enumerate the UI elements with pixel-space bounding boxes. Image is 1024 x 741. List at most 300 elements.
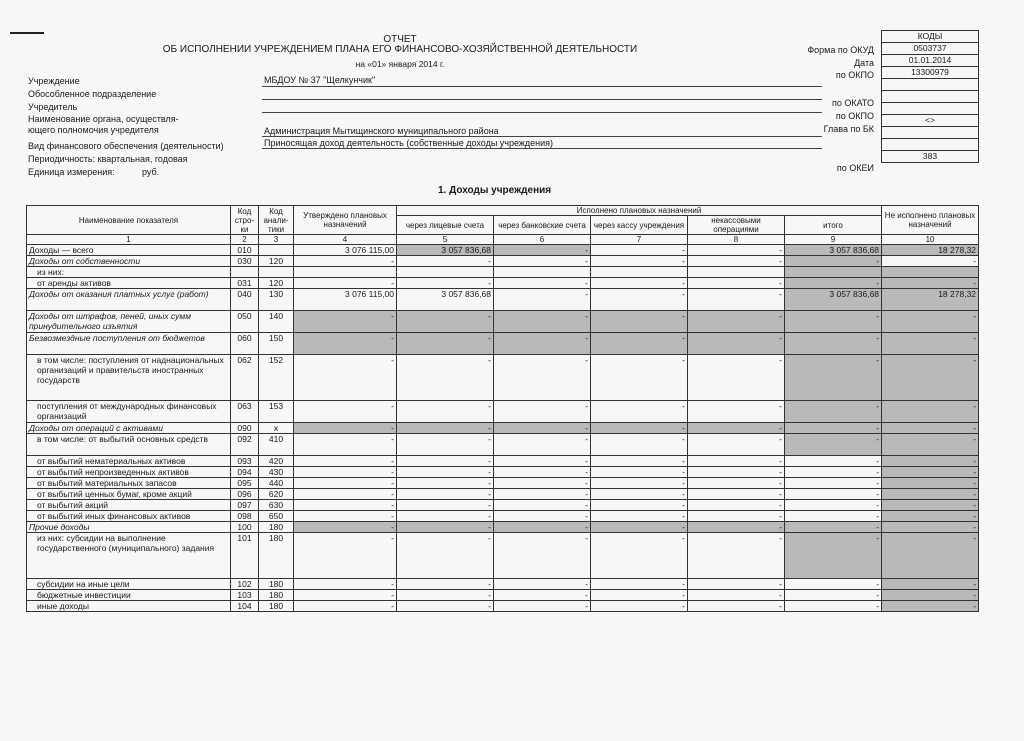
header-not-executed: Не исполнено плановых назначений: [882, 206, 979, 235]
cell-value: [397, 267, 494, 278]
income-table: [26, 205, 979, 612]
cell-value: -: [494, 333, 591, 355]
cell-value: -: [591, 511, 688, 522]
cell-value: -: [591, 256, 688, 267]
unit-label: Единица измерения:: [28, 167, 115, 177]
row-analytics: 180: [259, 522, 294, 533]
row-analytics: 120: [259, 256, 294, 267]
row-analytics: 120: [259, 278, 294, 289]
cell-value: -: [591, 423, 688, 434]
cell-value: -: [785, 489, 882, 500]
row-code: [231, 267, 259, 278]
row-name: в том числе: от выбытий основных средств: [27, 434, 231, 456]
cell-value: -: [397, 256, 494, 267]
row-analytics: 180: [259, 579, 294, 590]
table-row: [27, 511, 979, 522]
row-name: от выбытий нематериальных активов: [27, 456, 231, 467]
cell-value: -: [494, 401, 591, 423]
cell-value: -: [882, 601, 979, 612]
cell-value: -: [785, 579, 882, 590]
unit-value: руб.: [142, 167, 160, 177]
cell-value: -: [785, 478, 882, 489]
cell-value: -: [882, 423, 979, 434]
cell-value: -: [494, 434, 591, 456]
cell-value: [785, 267, 882, 278]
cell-value: -: [294, 478, 397, 489]
cell-value: -: [785, 590, 882, 601]
cell-value: -: [494, 522, 591, 533]
row-analytics: 630: [259, 500, 294, 511]
cell-value: [882, 267, 979, 278]
cell-value: -: [688, 245, 785, 256]
cell-value: -: [688, 533, 785, 579]
row-code: 010: [231, 245, 259, 256]
column-number: 8: [688, 235, 785, 245]
cell-value: 3 057 836,68: [785, 245, 882, 256]
row-code: 096: [231, 489, 259, 500]
okpo2-value: [882, 103, 979, 115]
cell-value: -: [882, 500, 979, 511]
report-title: ОТЧЕТ: [383, 34, 417, 45]
row-code: 063: [231, 401, 259, 423]
cell-value: -: [591, 467, 688, 478]
cell-value: -: [494, 256, 591, 267]
cell-value: -: [591, 456, 688, 467]
codes-table: [881, 30, 979, 163]
row-name: от выбытий непроизведенных активов: [27, 467, 231, 478]
underline: [262, 86, 822, 87]
cell-value: -: [397, 533, 494, 579]
cell-value: -: [688, 467, 785, 478]
table-row: [27, 601, 979, 612]
row-name: от аренды активов: [27, 278, 231, 289]
okud-value: 0503737: [882, 43, 979, 55]
okei-label: по ОКЕИ: [836, 163, 874, 173]
cell-value: -: [294, 579, 397, 590]
row-name: Доходы — всего: [27, 245, 231, 256]
cell-value: 3 057 836,68: [397, 245, 494, 256]
cell-value: -: [494, 467, 591, 478]
cell-value: -: [397, 467, 494, 478]
row-code: 104: [231, 601, 259, 612]
cell-value: 18 278,32: [882, 289, 979, 311]
column-number: 1: [27, 235, 231, 245]
cell-value: -: [688, 601, 785, 612]
cell-value: -: [785, 355, 882, 401]
row-analytics: 410: [259, 434, 294, 456]
row-name: Безвозмездные поступления от бюджетов: [27, 333, 231, 355]
row-analytics: 180: [259, 590, 294, 601]
cell-value: -: [591, 289, 688, 311]
row-analytics: 140: [259, 311, 294, 333]
cell-value: -: [294, 333, 397, 355]
cell-value: -: [294, 423, 397, 434]
cell-value: -: [494, 311, 591, 333]
column-number: 9: [785, 235, 882, 245]
cell-value: -: [294, 456, 397, 467]
row-analytics: 440: [259, 478, 294, 489]
cell-value: -: [882, 456, 979, 467]
cell-value: -: [397, 456, 494, 467]
cell-value: -: [785, 456, 882, 467]
cell-value: -: [494, 511, 591, 522]
header-executed: Исполнено плановых назначений: [397, 206, 882, 216]
row-code: 098: [231, 511, 259, 522]
authority-label-1: Наименование органа, осуществля-: [28, 114, 179, 124]
cell-value: -: [688, 511, 785, 522]
table-row: [27, 355, 979, 401]
cell-value: -: [494, 500, 591, 511]
row-name: из них: субсидии на выполнение государственного (муниципального) задания: [27, 533, 231, 579]
cell-value: -: [494, 423, 591, 434]
cell-value: -: [882, 355, 979, 401]
row-analytics: [259, 267, 294, 278]
cell-value: -: [688, 478, 785, 489]
cell-value: -: [882, 533, 979, 579]
cell-value: -: [785, 522, 882, 533]
table-row: [27, 456, 979, 467]
row-code: 040: [231, 289, 259, 311]
row-analytics: 150: [259, 333, 294, 355]
cell-value: -: [591, 533, 688, 579]
cell-value: -: [591, 489, 688, 500]
okato-label: по ОКАТО: [831, 98, 874, 108]
column-number: 4: [294, 235, 397, 245]
cell-value: -: [591, 601, 688, 612]
cell-value: -: [688, 522, 785, 533]
founder-label: Учредитель: [28, 102, 78, 112]
cell-value: -: [397, 579, 494, 590]
cell-value: -: [882, 256, 979, 267]
cell-value: -: [591, 434, 688, 456]
row-code: 031: [231, 278, 259, 289]
cell-value: -: [882, 467, 979, 478]
cell-value: -: [591, 500, 688, 511]
cell-value: -: [785, 511, 882, 522]
cell-value: -: [882, 401, 979, 423]
cell-value: -: [785, 333, 882, 355]
cell-value: -: [882, 333, 979, 355]
row-code: 103: [231, 590, 259, 601]
institution-value: МБДОУ № 37 "Щелкунчик": [264, 75, 376, 85]
codes-empty: [882, 139, 979, 151]
underline: [262, 112, 822, 113]
cell-value: -: [294, 601, 397, 612]
table-row: [27, 267, 979, 278]
cell-value: -: [785, 434, 882, 456]
cell-value: -: [397, 478, 494, 489]
cell-value: 18 278,32: [882, 245, 979, 256]
cell-value: -: [882, 522, 979, 533]
okpo2-label: по ОКПО: [835, 111, 874, 121]
period-label: Периодичность: квартальная, годовая: [28, 154, 188, 164]
row-analytics: [259, 245, 294, 256]
cell-value: -: [591, 333, 688, 355]
cell-value: -: [294, 401, 397, 423]
table-row: [27, 401, 979, 423]
cell-value: -: [785, 467, 882, 478]
cell-value: -: [294, 278, 397, 289]
cell-value: [294, 267, 397, 278]
cell-value: -: [591, 245, 688, 256]
cell-value: -: [494, 579, 591, 590]
row-code: 097: [231, 500, 259, 511]
okato-value: [882, 91, 979, 103]
cell-value: -: [397, 333, 494, 355]
finance-label: Вид финансового обеспечения (деятельности): [28, 141, 224, 151]
okpo-label: по ОКПО: [835, 70, 874, 80]
row-name: от выбытий иных финансовых активов: [27, 511, 231, 522]
cell-value: -: [688, 579, 785, 590]
cell-value: -: [494, 478, 591, 489]
cell-value: -: [294, 256, 397, 267]
cell-value: -: [785, 423, 882, 434]
table-row: [27, 590, 979, 601]
cell-value: -: [688, 423, 785, 434]
cell-value: -: [294, 590, 397, 601]
row-name: Доходы от оказания платных услуг (работ): [27, 289, 231, 311]
column-number: 10: [882, 235, 979, 245]
table-row: [27, 256, 979, 267]
cell-value: 3 057 836,68: [785, 289, 882, 311]
row-code: 095: [231, 478, 259, 489]
header-bank: через банковские счета: [494, 216, 591, 235]
cell-value: -: [688, 489, 785, 500]
cell-value: -: [882, 278, 979, 289]
cell-value: -: [882, 511, 979, 522]
header-name: Наименование показателя: [27, 206, 231, 235]
row-analytics: 152: [259, 355, 294, 401]
cell-value: -: [494, 456, 591, 467]
cell-value: -: [785, 500, 882, 511]
codes-empty: [882, 79, 979, 91]
row-code: 062: [231, 355, 259, 401]
row-name: бюджетные инвестиции: [27, 590, 231, 601]
cell-value: -: [591, 590, 688, 601]
row-name: Доходы от операций с активами: [27, 423, 231, 434]
glava-label: Глава по БК: [823, 124, 874, 134]
table-row: [27, 434, 979, 456]
row-analytics: 153: [259, 401, 294, 423]
column-number: 6: [494, 235, 591, 245]
row-name: поступления от международных финансовых организаций: [27, 401, 231, 423]
cell-value: -: [785, 311, 882, 333]
cell-value: -: [882, 434, 979, 456]
cell-value: -: [785, 601, 882, 612]
row-analytics: 180: [259, 601, 294, 612]
table-row: [27, 289, 979, 311]
cell-value: -: [688, 355, 785, 401]
table-row: [27, 311, 979, 333]
table-row: [27, 278, 979, 289]
cell-value: -: [688, 289, 785, 311]
cell-value: -: [397, 355, 494, 401]
finance-value: Приносящая доход деятельность (собственные доходы учреждения): [264, 138, 554, 148]
cell-value: 3 076 115,00: [294, 289, 397, 311]
cell-value: -: [294, 467, 397, 478]
cell-value: -: [494, 533, 591, 579]
table-row: [27, 478, 979, 489]
table-row: [27, 579, 979, 590]
column-number: 7: [591, 235, 688, 245]
row-name: от выбытий материальных запасов: [27, 478, 231, 489]
row-analytics: x: [259, 423, 294, 434]
underline: [262, 99, 822, 100]
cell-value: -: [591, 478, 688, 489]
cell-value: -: [397, 590, 494, 601]
cell-value: -: [294, 434, 397, 456]
cell-value: -: [494, 245, 591, 256]
cell-value: -: [397, 311, 494, 333]
cell-value: -: [882, 590, 979, 601]
row-code: 102: [231, 579, 259, 590]
authority-value: Администрация Мытищинского муниципального района: [264, 126, 499, 136]
cell-value: -: [591, 311, 688, 333]
cell-value: -: [688, 401, 785, 423]
cell-value: -: [294, 522, 397, 533]
header-analytics: Код анали-тики: [259, 206, 294, 235]
codes-head: КОДЫ: [882, 31, 979, 43]
header-cash: через кассу учреждения: [591, 216, 688, 235]
okud-label: Форма по ОКУД: [807, 45, 874, 55]
header-total: итого: [785, 216, 882, 235]
section-title: 1. Доходы учреждения: [438, 185, 552, 196]
cell-value: -: [591, 278, 688, 289]
cell-value: -: [688, 590, 785, 601]
codes-empty: [882, 127, 979, 139]
column-number: 3: [259, 235, 294, 245]
cell-value: -: [397, 401, 494, 423]
cell-value: -: [397, 489, 494, 500]
row-name: Прочие доходы: [27, 522, 231, 533]
row-analytics: 650: [259, 511, 294, 522]
report-subtitle: ОБ ИСПОЛНЕНИИ УЧРЕЖДЕНИЕМ ПЛАНА ЕГО ФИНАНСОВО-ХОЗЯЙСТВЕННОЙ ДЕЯТЕЛЬНОСТИ: [162, 44, 638, 55]
row-analytics: 180: [259, 533, 294, 579]
row-code: 101: [231, 533, 259, 579]
header-approved: Утверждено плановых назначений: [294, 206, 397, 235]
cell-value: -: [785, 256, 882, 267]
cell-value: -: [294, 533, 397, 579]
cell-value: -: [294, 500, 397, 511]
table-row: [27, 467, 979, 478]
cell-value: -: [688, 278, 785, 289]
date-value: 01.01.2014: [882, 55, 979, 67]
institution-label: Учреждение: [28, 76, 80, 86]
table-row: [27, 500, 979, 511]
cell-value: [494, 267, 591, 278]
cell-value: -: [294, 511, 397, 522]
report-date: на «01» января 2014 г.: [355, 59, 445, 69]
okpo-value: 13300979: [882, 67, 979, 79]
row-name: от выбытий ценных бумаг, кроме акций: [27, 489, 231, 500]
glava-value: <>: [882, 115, 979, 127]
row-name: иные доходы: [27, 601, 231, 612]
cell-value: -: [494, 289, 591, 311]
cell-value: 3 057 836,68: [397, 289, 494, 311]
header-code: Код стро-ки: [231, 206, 259, 235]
underline: [262, 136, 822, 137]
cell-value: -: [397, 423, 494, 434]
cell-value: -: [785, 533, 882, 579]
cell-value: -: [397, 278, 494, 289]
table-row: [27, 245, 979, 256]
row-name: субсидии на иные цели: [27, 579, 231, 590]
row-code: 093: [231, 456, 259, 467]
cell-value: -: [494, 601, 591, 612]
cell-value: -: [494, 590, 591, 601]
okei-value: 383: [882, 151, 979, 163]
row-name: Доходы от собственности: [27, 256, 231, 267]
cell-value: -: [785, 278, 882, 289]
table-row: [27, 522, 979, 533]
cell-value: -: [494, 489, 591, 500]
column-number: 2: [231, 235, 259, 245]
row-code: 092: [231, 434, 259, 456]
row-name: Доходы от штрафов, пеней, иных сумм принудительного изъятия: [27, 311, 231, 333]
cell-value: 3 076 115,00: [294, 245, 397, 256]
cell-value: -: [397, 522, 494, 533]
cell-value: -: [294, 489, 397, 500]
row-code: 030: [231, 256, 259, 267]
cell-value: -: [882, 489, 979, 500]
cell-value: -: [688, 333, 785, 355]
header-noncash: некассовыми операциями: [688, 216, 785, 235]
row-code: 050: [231, 311, 259, 333]
row-code: 094: [231, 467, 259, 478]
row-analytics: 620: [259, 489, 294, 500]
cell-value: [688, 267, 785, 278]
cell-value: -: [688, 434, 785, 456]
row-analytics: 420: [259, 456, 294, 467]
row-name: в том числе: поступления от наднациональных организаций и правительств иностранных государств: [27, 355, 231, 401]
underline: [262, 148, 822, 149]
cell-value: -: [688, 256, 785, 267]
row-name: от выбытий акций: [27, 500, 231, 511]
cell-value: -: [397, 500, 494, 511]
cell-value: -: [688, 311, 785, 333]
cell-value: -: [591, 401, 688, 423]
column-number: 5: [397, 235, 494, 245]
header-accounts: через лицевые счета: [397, 216, 494, 235]
authority-label-2: ющего полномочия учредителя: [28, 125, 159, 135]
row-code: 060: [231, 333, 259, 355]
cell-value: -: [688, 456, 785, 467]
cell-value: -: [882, 478, 979, 489]
cell-value: -: [591, 355, 688, 401]
row-code: 090: [231, 423, 259, 434]
cell-value: -: [591, 522, 688, 533]
row-code: 100: [231, 522, 259, 533]
date-label: Дата: [854, 58, 874, 68]
cell-value: -: [494, 278, 591, 289]
row-name: из них:: [27, 267, 231, 278]
table-row: [27, 489, 979, 500]
cell-value: -: [397, 511, 494, 522]
subdivision-label: Обособленное подразделение: [28, 89, 157, 99]
cell-value: [591, 267, 688, 278]
row-analytics: 430: [259, 467, 294, 478]
table-row: [27, 533, 979, 579]
table-row: [27, 423, 979, 434]
cell-value: -: [688, 500, 785, 511]
column-numbers-row: [27, 235, 979, 245]
cell-value: -: [494, 355, 591, 401]
cell-value: -: [397, 601, 494, 612]
cell-value: -: [294, 311, 397, 333]
cell-value: -: [591, 579, 688, 590]
cell-value: -: [882, 311, 979, 333]
row-analytics: 130: [259, 289, 294, 311]
